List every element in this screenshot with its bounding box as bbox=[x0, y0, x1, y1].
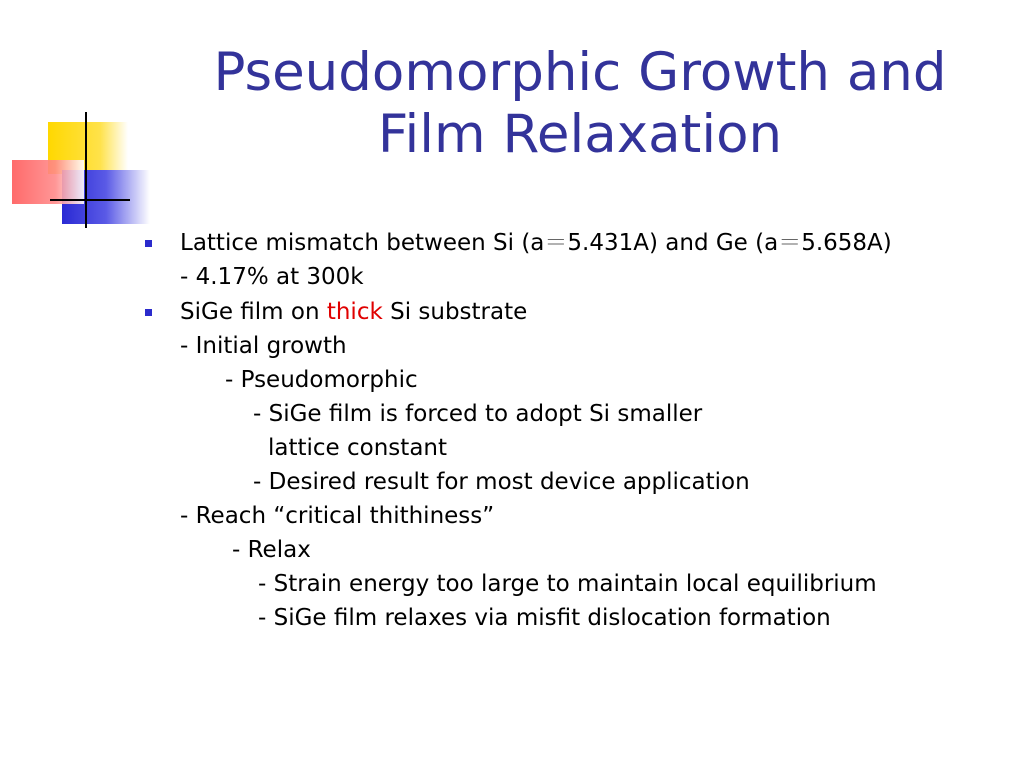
highlight-thick: thick bbox=[326, 299, 383, 325]
line-lattice-constant: lattice constant bbox=[268, 435, 448, 461]
bullet-lattice-mismatch: Lattice mismatch between Si (a＝5.431A) and Ge (a＝5.658A) bbox=[180, 230, 892, 256]
sub-mismatch-percent: - 4.17% at 300k bbox=[180, 264, 364, 290]
line-misfit-dislocation: - SiGe film relaxes via misfit dislocation formation bbox=[258, 605, 831, 631]
title-line-1: Pseudomorphic Growth and bbox=[213, 42, 947, 103]
line-desired-result: - Desired result for most device application bbox=[253, 469, 750, 495]
line-forced-adopt: - SiGe film is forced to adopt Si smaller bbox=[253, 401, 703, 427]
bullet-sige-film: SiGe film on thick Si substrate bbox=[180, 299, 528, 325]
line-reach-critical: - Reach “critical thithiness” bbox=[180, 503, 495, 529]
line-initial-growth: - Initial growth bbox=[180, 333, 347, 359]
bullet-square-icon bbox=[145, 309, 152, 316]
line-pseudomorphic: - Pseudomorphic bbox=[225, 367, 418, 393]
line-strain-energy: - Strain energy too large to maintain local equilibrium bbox=[258, 571, 877, 597]
title-line-2: Film Relaxation bbox=[377, 104, 783, 165]
line-relax: - Relax bbox=[232, 537, 311, 563]
bullet-square-icon bbox=[145, 240, 152, 247]
